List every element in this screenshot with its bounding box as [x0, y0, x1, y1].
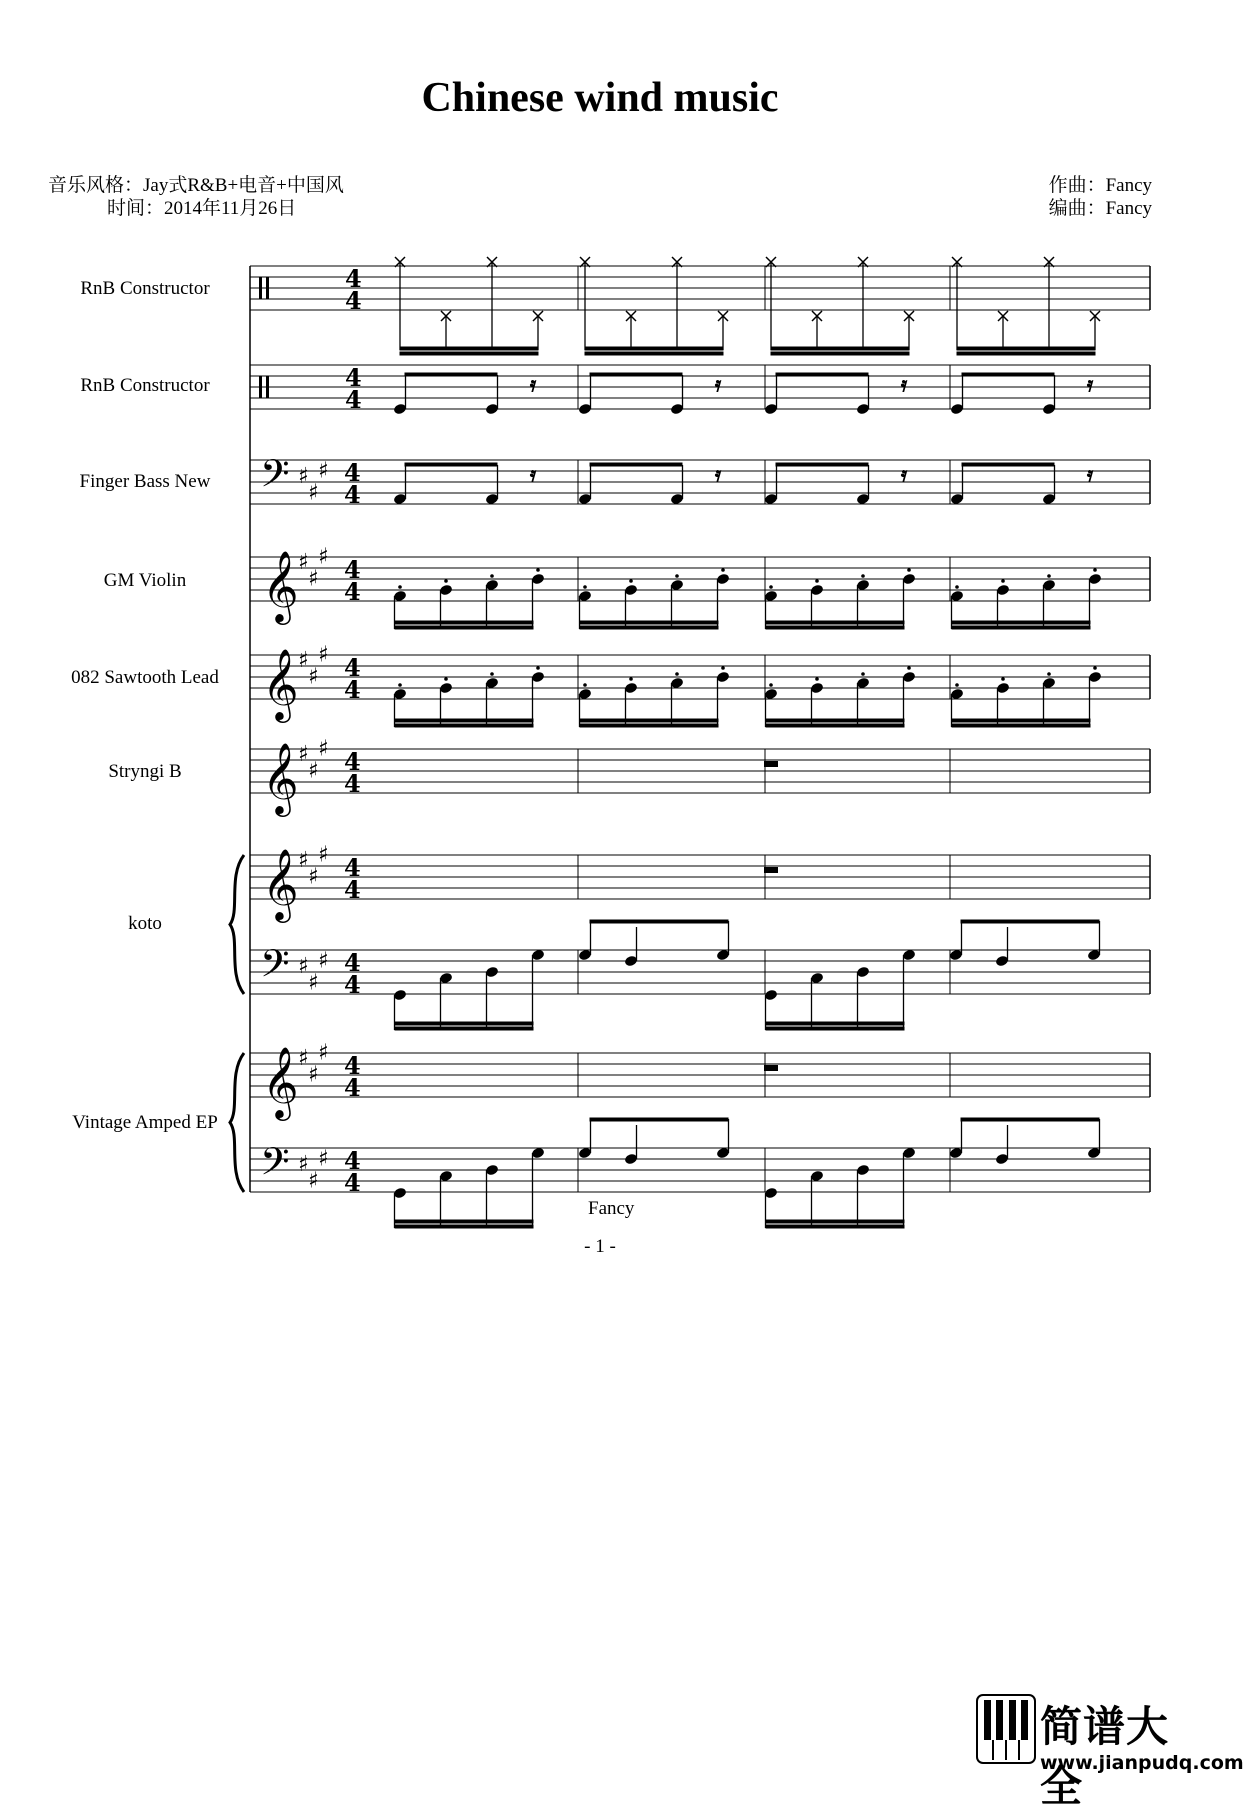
- staccato-dot: [536, 568, 540, 572]
- sharp-icon: ♯: [318, 948, 329, 974]
- rest-icon: 𝄿: [530, 462, 537, 486]
- instrument-label-2: RnB Constructor: [80, 375, 210, 396]
- beam: [952, 626, 1090, 629]
- beam: [766, 626, 904, 629]
- staccato-dot: [490, 574, 494, 578]
- time-signature-top: 4: [345, 363, 362, 392]
- sharp-icon: ♯: [318, 1146, 329, 1172]
- beam: [961, 920, 1099, 923]
- arranger: 编曲：Fancy: [1048, 198, 1152, 219]
- staccato-dot: [629, 677, 633, 681]
- time-signature-top: 4: [344, 458, 361, 487]
- beam: [405, 373, 497, 376]
- treble-clef-icon: 𝄞: [262, 647, 299, 720]
- staccato-dot: [583, 585, 587, 589]
- instrument-label-4: GM Violin: [103, 570, 187, 591]
- beam: [395, 1027, 533, 1030]
- treble-clef-icon: 𝄞: [262, 847, 299, 920]
- beam: [771, 347, 909, 350]
- staccato-dot: [536, 666, 540, 670]
- staccato-dot: [1001, 677, 1005, 681]
- beam: [395, 1022, 533, 1025]
- beam: [405, 463, 497, 466]
- sharp-icon: ♯: [318, 458, 329, 484]
- beam: [400, 347, 538, 350]
- site-logo[interactable]: [976, 1694, 1244, 1811]
- time-signature-bottom: 4: [344, 1168, 361, 1197]
- rest-icon: 𝄿: [530, 372, 537, 396]
- whole-rest: [764, 1065, 778, 1071]
- beam: [395, 1220, 533, 1223]
- staccato-dot: [815, 677, 819, 681]
- time-signature-top: 4: [345, 264, 362, 293]
- staccato-dot: [398, 683, 402, 687]
- beam: [962, 373, 1054, 376]
- beam: [395, 719, 533, 722]
- instrument-label-6: Stryngi B: [108, 761, 182, 782]
- staccato-dot: [907, 666, 911, 670]
- staccato-dot: [675, 574, 679, 578]
- sharp-icon: ♯: [298, 550, 309, 575]
- sharp-icon: ♯: [318, 1040, 329, 1066]
- staccato-dot: [861, 672, 865, 676]
- composer: 作曲：Fancy: [1048, 175, 1152, 196]
- sharp-icon: ♯: [308, 566, 319, 592]
- beam: [766, 1027, 904, 1030]
- staccato-dot: [955, 683, 959, 687]
- beam: [961, 1118, 1099, 1121]
- sharp-icon: ♯: [298, 954, 309, 979]
- notes: [393, 257, 1102, 1228]
- music-style: 音乐风格：Jay式R&B+电音+中国风: [48, 175, 344, 196]
- beam: [395, 724, 533, 727]
- sharp-icon: ♯: [308, 864, 319, 890]
- score-date: 时间：2014年11月26日: [107, 198, 297, 219]
- beam: [585, 352, 723, 355]
- beam: [580, 719, 718, 722]
- percussion-clef: [259, 277, 262, 299]
- beam: [766, 621, 904, 624]
- time-signature-top: 4: [344, 555, 361, 584]
- rest-icon: 𝄿: [715, 462, 722, 486]
- sharp-icon: ♯: [308, 1062, 319, 1088]
- staccato-dot: [815, 579, 819, 583]
- beam: [766, 1225, 904, 1228]
- beam: [395, 626, 533, 629]
- footer-name: Fancy: [588, 1198, 635, 1219]
- instrument-label-1: RnB Constructor: [80, 278, 210, 299]
- whole-rest: [764, 761, 778, 767]
- time-signature-bottom: 4: [344, 875, 361, 904]
- whole-rest: [764, 867, 778, 873]
- beam: [957, 352, 1095, 355]
- staccato-dot: [861, 574, 865, 578]
- time-signature-bottom: 4: [344, 1073, 361, 1102]
- beam: [590, 1118, 728, 1121]
- time-signature-bottom: 4: [344, 480, 361, 509]
- page-number: - 1 -: [584, 1236, 616, 1257]
- staccato-dot: [907, 568, 911, 572]
- treble-clef-icon: 𝄞: [262, 741, 299, 814]
- beam: [590, 373, 682, 376]
- instrument-label-3: Finger Bass New: [79, 471, 211, 492]
- time-signature-bottom: 4: [345, 286, 362, 315]
- beam: [952, 724, 1090, 727]
- staccato-dot: [1093, 666, 1097, 670]
- music-glyphs: [259, 264, 362, 1197]
- percussion-clef: [259, 376, 262, 398]
- staccato-dot: [721, 666, 725, 670]
- bass-clef-icon: 𝄢: [260, 1139, 290, 1193]
- sharp-icon: ♯: [298, 742, 309, 767]
- time-signature-top: 4: [344, 747, 361, 776]
- percussion-clef: [266, 376, 269, 398]
- instrument-label-5: 082 Sawtooth Lead: [71, 667, 219, 688]
- beam: [395, 621, 533, 624]
- sharp-icon: ♯: [318, 842, 329, 868]
- staccato-dot: [769, 585, 773, 589]
- logo-text: 简谱大全: [1040, 1702, 1170, 1811]
- sharp-icon: ♯: [298, 464, 309, 489]
- time-signature-top: 4: [344, 653, 361, 682]
- staves: [230, 266, 1150, 1192]
- beam: [580, 724, 718, 727]
- rest-icon: 𝄿: [715, 372, 722, 396]
- time-signature-bottom: 4: [344, 769, 361, 798]
- beam: [585, 347, 723, 350]
- staccato-dot: [1047, 672, 1051, 676]
- time-signature-top: 4: [344, 853, 361, 882]
- time-signature-bottom: 4: [345, 385, 362, 414]
- time-signature-top: 4: [344, 948, 361, 977]
- sharp-icon: ♯: [318, 736, 329, 762]
- beam: [952, 621, 1090, 624]
- beam: [957, 347, 1095, 350]
- beam: [766, 724, 904, 727]
- rest-icon: 𝄿: [901, 372, 908, 396]
- time-signature-bottom: 4: [344, 675, 361, 704]
- sharp-icon: ♯: [298, 1152, 309, 1177]
- beam: [766, 719, 904, 722]
- beam: [395, 1225, 533, 1228]
- beam: [766, 1022, 904, 1025]
- beam: [962, 463, 1054, 466]
- sharp-icon: ♯: [318, 544, 329, 570]
- brace: [230, 1053, 244, 1192]
- brace: [230, 855, 244, 994]
- rest-icon: 𝄿: [1087, 462, 1094, 486]
- sharp-icon: ♯: [298, 648, 309, 673]
- rest-icon: 𝄿: [901, 462, 908, 486]
- time-signature-bottom: 4: [344, 970, 361, 999]
- bass-clef-icon: 𝄢: [260, 941, 290, 995]
- staccato-dot: [769, 683, 773, 687]
- staccato-dot: [583, 683, 587, 687]
- sharp-icon: ♯: [308, 1168, 319, 1194]
- beam: [590, 920, 728, 923]
- staccato-dot: [398, 585, 402, 589]
- time-signature-top: 4: [344, 1146, 361, 1175]
- staccato-dot: [675, 672, 679, 676]
- piano-keys-icon: [976, 1694, 1036, 1764]
- sharp-icon: ♯: [308, 970, 319, 996]
- staccato-dot: [721, 568, 725, 572]
- staccato-dot: [1093, 568, 1097, 572]
- sharp-icon: ♯: [308, 664, 319, 690]
- beam: [776, 463, 868, 466]
- beam: [400, 352, 538, 355]
- staccato-dot: [444, 677, 448, 681]
- staccato-dot: [444, 579, 448, 583]
- percussion-clef: [266, 277, 269, 299]
- beam: [580, 621, 718, 624]
- beam: [771, 352, 909, 355]
- sharp-icon: ♯: [308, 758, 319, 784]
- sharp-icon: ♯: [308, 480, 319, 506]
- staccato-dot: [1047, 574, 1051, 578]
- staccato-dot: [955, 585, 959, 589]
- sharp-icon: ♯: [298, 848, 309, 873]
- beam: [766, 1220, 904, 1223]
- logo-url: www.jianpudq.com: [1040, 1752, 1244, 1774]
- sharp-icon: ♯: [318, 642, 329, 668]
- rest-icon: 𝄿: [1087, 372, 1094, 396]
- time-signature-top: 4: [344, 1051, 361, 1080]
- beam: [590, 463, 682, 466]
- staccato-dot: [629, 579, 633, 583]
- sharp-icon: ♯: [298, 1046, 309, 1071]
- staccato-dot: [1001, 579, 1005, 583]
- score-title: Chinese wind music: [421, 75, 779, 121]
- treble-clef-icon: 𝄞: [262, 549, 299, 622]
- beam: [952, 719, 1090, 722]
- beam: [580, 626, 718, 629]
- treble-clef-icon: 𝄞: [262, 1045, 299, 1118]
- staccato-dot: [490, 672, 494, 676]
- instrument-label-8: Vintage Amped EP: [72, 1112, 218, 1133]
- beam: [776, 373, 868, 376]
- bass-clef-icon: 𝄢: [260, 451, 290, 505]
- instrument-label-7: koto: [128, 913, 162, 934]
- time-signature-bottom: 4: [344, 577, 361, 606]
